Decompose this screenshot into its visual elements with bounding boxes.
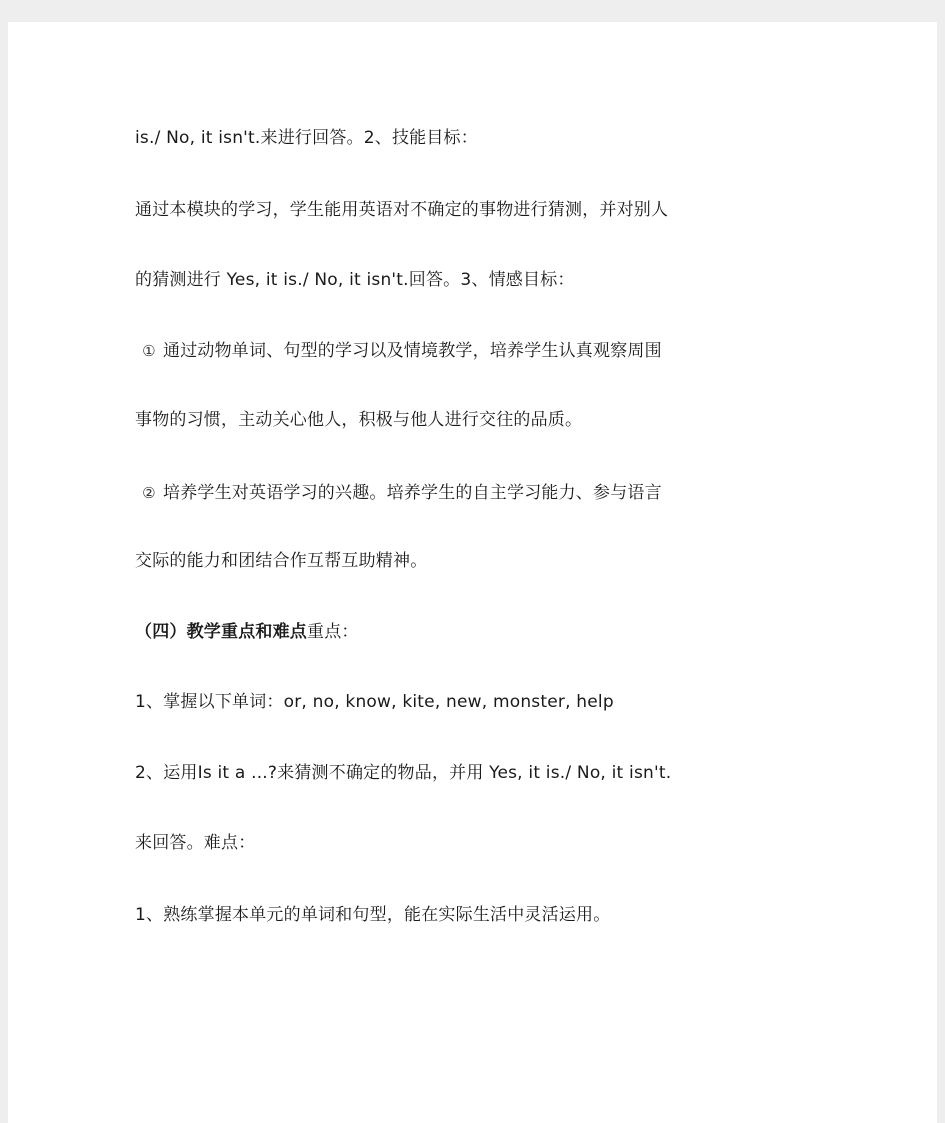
text-line-1: is./ No, it isn't.来进行回答。2、技能目标： (135, 128, 478, 148)
text-line-9: 1、掌握以下单词：or, no, know, kite, new, monster, help (135, 692, 614, 712)
bullet-2-marker: ② (142, 484, 156, 502)
bullet-paragraph-2 (135, 480, 662, 506)
section-heading: （四）教学重点和难点 (135, 622, 307, 642)
text-line-12: 1、熟练掌握本单元的单词和句型，能在实际生活中灵活运用。 (135, 905, 611, 925)
section-heading-line (135, 619, 359, 645)
key-points-label: 重点： (307, 622, 359, 642)
text-line-2: 通过本模块的学习，学生能用英语对不确定的事物进行猜测，并对别人 (135, 200, 669, 220)
text-line-3: 的猜测进行 Yes, it is./ No, it isn't.回答。3、情感目标： (135, 270, 575, 290)
document-page (8, 22, 937, 1123)
text-line-5: 事物的习惯，主动关心他人，积极与他人进行交往的品质。 (135, 410, 583, 430)
text-line-11: 来回答。难点： (135, 833, 256, 853)
text-line-10: 2、运用Is it a ...?来猜测不确定的物品，并用 Yes, it is./ No, it isn't. (135, 763, 672, 783)
bullet-1-marker: ① (142, 342, 156, 360)
bullet-1-text: 通过动物单词、句型的学习以及情境教学，培养学生认真观察周围 (163, 341, 662, 361)
bullet-2-text: 培养学生对英语学习的兴趣。培养学生的自主学习能力、参与语言 (163, 483, 662, 503)
text-line-7: 交际的能力和团结合作互帮互助精神。 (135, 551, 428, 571)
bullet-paragraph-1 (135, 338, 662, 364)
